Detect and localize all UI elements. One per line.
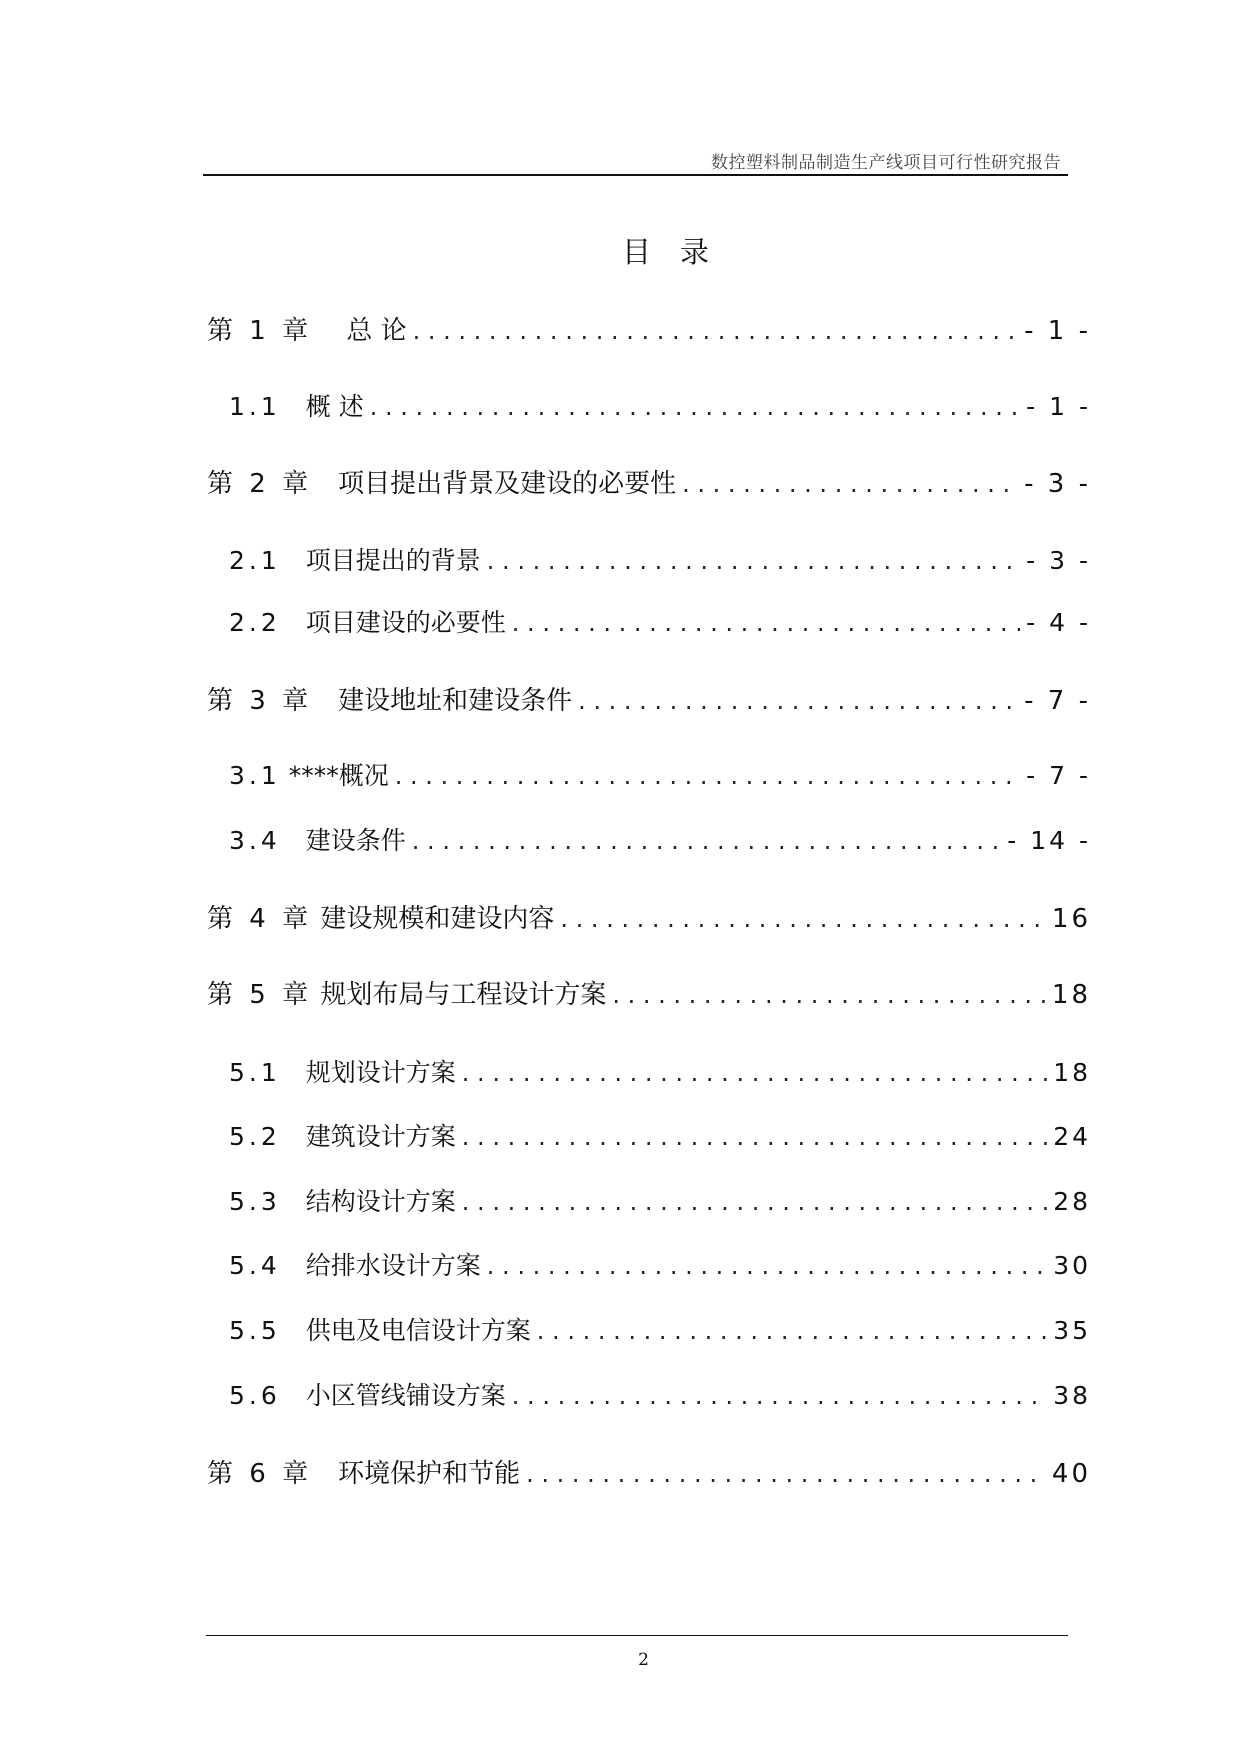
leader-dots bbox=[462, 1185, 1047, 1219]
leader-dots bbox=[682, 467, 1018, 501]
page-ref: - 7 - bbox=[1024, 686, 1091, 716]
entry-title: 概 述 bbox=[305, 392, 364, 421]
page-ref: - 1 - bbox=[1024, 316, 1091, 346]
section-number: 3.4 bbox=[229, 826, 281, 855]
leader-dots bbox=[512, 606, 1020, 640]
entry-title: 项目提出的背景 bbox=[305, 546, 481, 575]
entry-title: 结构设计方案 bbox=[305, 1187, 456, 1216]
toc-entry-section-5-4[interactable] bbox=[229, 1249, 1091, 1283]
toc-entry-section-5-1[interactable] bbox=[229, 1056, 1091, 1090]
toc-entry-chapter-1[interactable] bbox=[207, 314, 1091, 348]
toc-entry-section-2-2[interactable] bbox=[229, 606, 1091, 640]
section-number: 2.1 bbox=[229, 546, 281, 575]
toc-entry-section-3-4[interactable] bbox=[229, 824, 1091, 858]
section-number: 5.6 bbox=[229, 1381, 281, 1410]
leader-dots bbox=[612, 978, 1046, 1012]
page-ref: 16 bbox=[1051, 904, 1091, 934]
entry-title: 总 论 bbox=[320, 316, 407, 346]
page-ref: 18 bbox=[1051, 980, 1091, 1010]
page-ref: 30 bbox=[1053, 1251, 1091, 1280]
leader-dots bbox=[537, 1314, 1047, 1348]
page-ref: - 14 - bbox=[1007, 826, 1091, 855]
entry-title: 规划布局与工程设计方案 bbox=[320, 980, 607, 1010]
page-ref: 24 bbox=[1053, 1122, 1091, 1151]
section-number: 1.1 bbox=[229, 392, 281, 421]
chapter-number: 第 3 章 bbox=[207, 686, 313, 716]
section-number: 3.1 bbox=[229, 761, 281, 790]
leader-dots bbox=[512, 1379, 1047, 1413]
toc-entry-section-5-5[interactable] bbox=[229, 1314, 1091, 1348]
entry-title: 小区管线铺设方案 bbox=[305, 1381, 506, 1410]
toc-entry-section-1-1[interactable] bbox=[229, 390, 1091, 424]
toc-entry-section-3-1[interactable] bbox=[229, 759, 1091, 793]
section-number: 5.4 bbox=[229, 1251, 281, 1280]
entry-title: 环境保护和节能 bbox=[338, 1459, 521, 1489]
page-ref: 40 bbox=[1051, 1459, 1091, 1489]
chapter-number: 第 4 章 bbox=[207, 904, 313, 934]
running-header: 数控塑料制品制造生产线项目可行性研究报告 bbox=[711, 153, 1061, 173]
page-ref: - 3 - bbox=[1026, 546, 1091, 575]
leader-dots bbox=[413, 314, 1019, 348]
toc-entry-chapter-2[interactable] bbox=[207, 467, 1091, 501]
leader-dots bbox=[412, 824, 1001, 858]
entry-title: 给排水设计方案 bbox=[305, 1251, 481, 1280]
entry-title: 项目提出背景及建设的必要性 bbox=[338, 469, 677, 499]
chapter-number: 第 5 章 bbox=[207, 980, 313, 1010]
chapter-number: 第 2 章 bbox=[207, 469, 313, 499]
entry-title: 建设规模和建设内容 bbox=[320, 904, 555, 934]
page-ref: 18 bbox=[1053, 1058, 1091, 1087]
section-number: 2.2 bbox=[229, 608, 281, 637]
toc-title: 目 录 bbox=[621, 235, 709, 269]
page-ref: 28 bbox=[1053, 1187, 1091, 1216]
section-number: 5.1 bbox=[229, 1058, 281, 1087]
toc-entry-chapter-5[interactable] bbox=[207, 978, 1091, 1012]
page-ref: 35 bbox=[1053, 1316, 1091, 1345]
page-ref: - 1 - bbox=[1026, 392, 1091, 421]
leader-dots bbox=[395, 759, 1020, 793]
page-ref: - 3 - bbox=[1024, 469, 1091, 499]
page-ref: - 4 - bbox=[1026, 608, 1091, 637]
leader-dots bbox=[462, 1056, 1047, 1090]
toc-entry-section-5-2[interactable] bbox=[229, 1120, 1091, 1154]
leader-dots bbox=[560, 902, 1046, 936]
toc-entry-chapter-4[interactable] bbox=[207, 902, 1091, 936]
chapter-number: 第 6 章 bbox=[207, 1459, 313, 1489]
toc-entry-section-5-6[interactable] bbox=[229, 1379, 1091, 1413]
entry-title: 规划设计方案 bbox=[305, 1058, 456, 1087]
entry-title: ****概况 bbox=[288, 761, 389, 790]
toc-entry-chapter-6[interactable] bbox=[207, 1457, 1091, 1491]
leader-dots bbox=[370, 390, 1020, 424]
leader-dots bbox=[487, 1249, 1047, 1283]
toc-entry-section-5-3[interactable] bbox=[229, 1185, 1091, 1219]
entry-title: 供电及电信设计方案 bbox=[305, 1316, 531, 1345]
entry-title: 建设地址和建设条件 bbox=[338, 686, 573, 716]
leader-dots bbox=[487, 544, 1020, 578]
toc-entry-chapter-3[interactable] bbox=[207, 684, 1091, 718]
toc-entry-section-2-1[interactable] bbox=[229, 544, 1091, 578]
leader-dots bbox=[526, 1457, 1046, 1491]
entry-title: 建筑设计方案 bbox=[305, 1122, 456, 1151]
page-ref: - 7 - bbox=[1026, 761, 1091, 790]
page-ref: 38 bbox=[1053, 1381, 1091, 1410]
leader-dots bbox=[578, 684, 1018, 718]
leader-dots bbox=[462, 1120, 1047, 1154]
section-number: 5.5 bbox=[229, 1316, 281, 1345]
entry-title: 项目建设的必要性 bbox=[305, 608, 506, 637]
section-number: 5.2 bbox=[229, 1122, 281, 1151]
section-number: 5.3 bbox=[229, 1187, 281, 1216]
footer-rule bbox=[206, 1635, 1068, 1636]
page-number: 2 bbox=[638, 1650, 649, 1670]
entry-title: 建设条件 bbox=[305, 826, 406, 855]
chapter-number: 第 1 章 bbox=[207, 316, 313, 346]
